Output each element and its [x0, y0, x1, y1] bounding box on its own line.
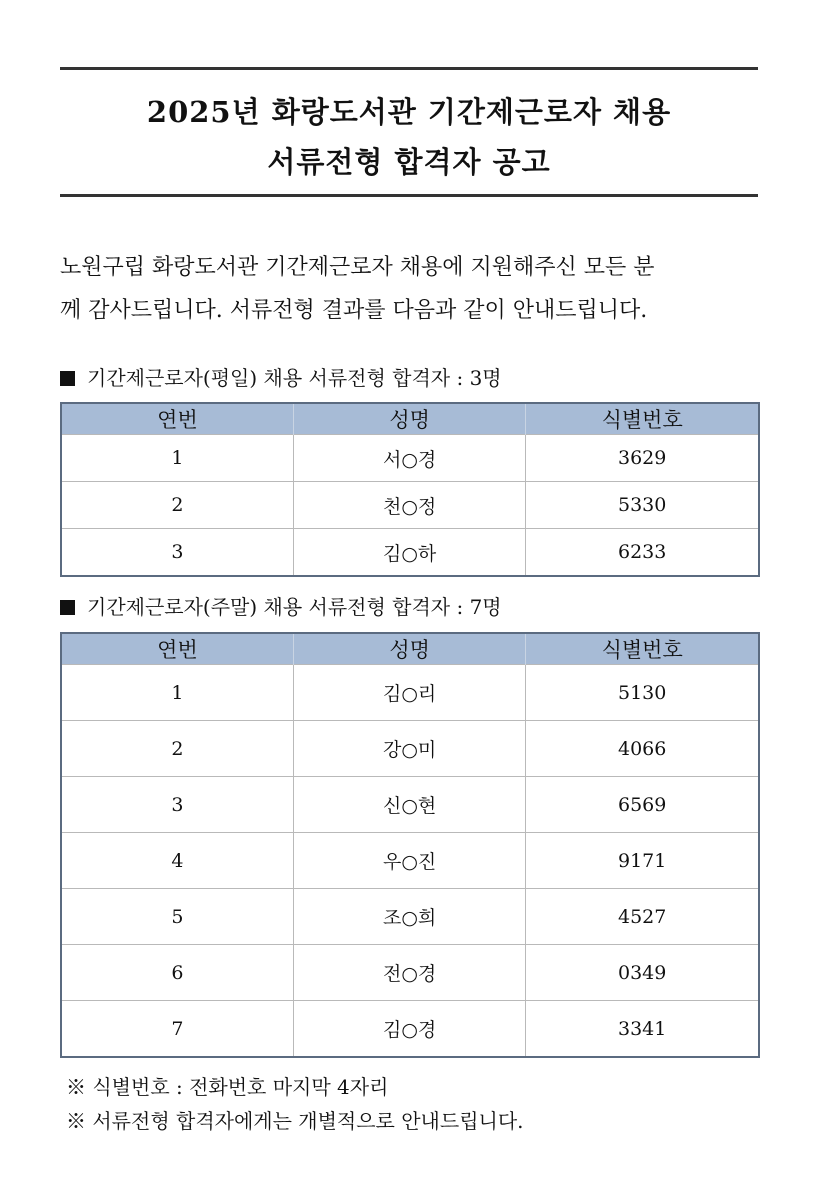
cell-no: 2 [61, 721, 293, 777]
weekday-heading [60, 362, 502, 391]
table-row [61, 1001, 759, 1058]
cell-name: 강○미 [293, 721, 525, 777]
intro-line2: 께 감사드립니다. 서류전형 결과를 다음과 같이 안내드립니다. [60, 298, 648, 323]
weekday-heading-text: 기간제근로자(평일) 채용 서류전형 합격자 : 3명 [87, 366, 502, 390]
cell-id: 6233 [526, 529, 759, 577]
cell-name: 천○정 [293, 482, 525, 529]
table-row [61, 665, 759, 721]
table-header-row [61, 403, 759, 435]
cell-no: 5 [61, 889, 293, 945]
table-row [61, 833, 759, 889]
table-row [61, 777, 759, 833]
cell-no: 6 [61, 945, 293, 1001]
cell-id: 4527 [526, 889, 759, 945]
page-title-line1: 2025년 화랑도서관 기간제근로자 채용 [146, 95, 672, 129]
table-row [61, 529, 759, 577]
column-header-name: 성명 [293, 633, 525, 665]
cell-name: 조○희 [293, 889, 525, 945]
cell-no: 1 [61, 435, 293, 482]
footnote-id-definition: ※ 식별번호 : 전화번호 마지막 4자리 [66, 1075, 389, 1099]
cell-id: 4066 [526, 721, 759, 777]
cell-name: 김○리 [293, 665, 525, 721]
square-bullet-icon [60, 371, 75, 386]
cell-name: 서○경 [293, 435, 525, 482]
cell-no: 1 [61, 665, 293, 721]
table-row [61, 889, 759, 945]
table-row [61, 945, 759, 1001]
column-header-no: 연번 [61, 633, 293, 665]
cell-name: 우○진 [293, 833, 525, 889]
cell-id: 3341 [526, 1001, 759, 1058]
cell-id: 6569 [526, 777, 759, 833]
bottom-rule [60, 194, 758, 197]
page-title-line2: 서류전형 합격자 공고 [267, 145, 551, 179]
weekend-heading-text: 기간제근로자(주말) 채용 서류전형 합격자 : 7명 [87, 595, 502, 619]
intro-paragraph [60, 246, 760, 332]
cell-no: 3 [61, 777, 293, 833]
column-header-name: 성명 [293, 403, 525, 435]
cell-id: 5330 [526, 482, 759, 529]
cell-id: 9171 [526, 833, 759, 889]
square-bullet-icon [60, 600, 75, 615]
column-header-id: 식별번호 [526, 403, 759, 435]
cell-no: 4 [61, 833, 293, 889]
footnotes [66, 1070, 524, 1138]
weekend-heading [60, 591, 502, 620]
cell-no: 3 [61, 529, 293, 577]
footnote-individual-notice: ※ 서류전형 합격자에게는 개별적으로 안내드립니다. [66, 1109, 524, 1133]
column-header-id: 식별번호 [526, 633, 759, 665]
table-row [61, 482, 759, 529]
table-row [61, 721, 759, 777]
cell-id: 3629 [526, 435, 759, 482]
top-rule [60, 67, 758, 70]
cell-no: 2 [61, 482, 293, 529]
weekend-table [60, 632, 760, 1058]
cell-name: 김○경 [293, 1001, 525, 1058]
intro-line1: 노원구립 화랑도서관 기간제근로자 채용에 지원해주신 모든 분 [60, 255, 655, 280]
cell-id: 5130 [526, 665, 759, 721]
table-row [61, 435, 759, 482]
cell-name: 김○하 [293, 529, 525, 577]
column-header-no: 연번 [61, 403, 293, 435]
cell-id: 0349 [526, 945, 759, 1001]
cell-no: 7 [61, 1001, 293, 1058]
weekday-table [60, 402, 760, 577]
cell-name: 신○현 [293, 777, 525, 833]
table-header-row [61, 633, 759, 665]
cell-name: 전○경 [293, 945, 525, 1001]
